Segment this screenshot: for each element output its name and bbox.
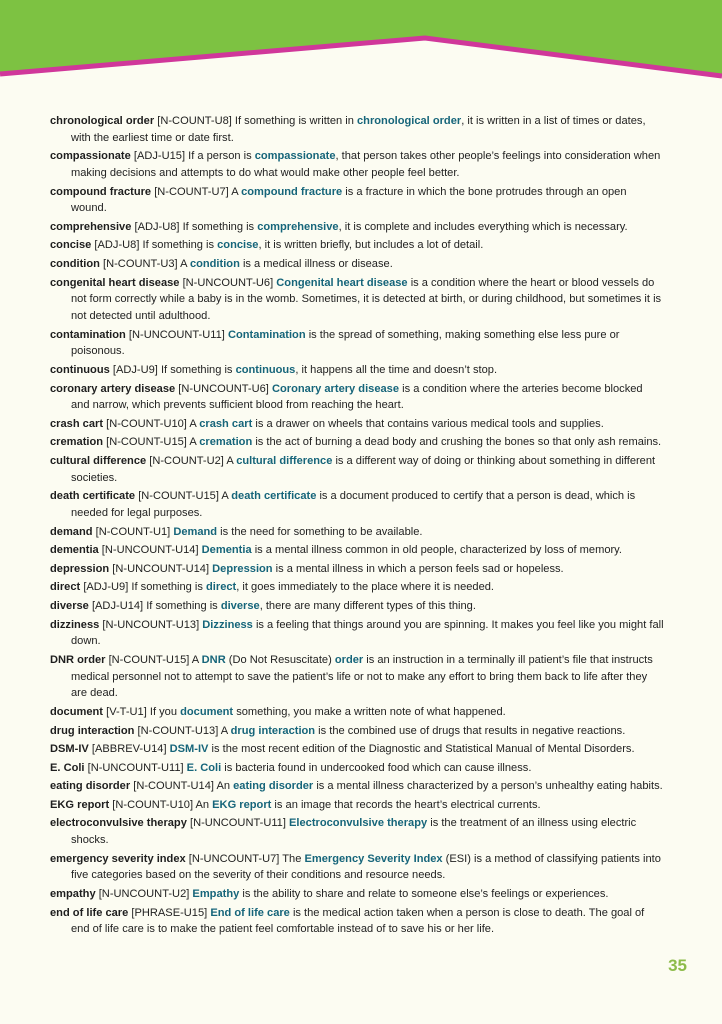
entry-highlight: comprehensive xyxy=(257,220,339,233)
entry-definition-text: If something is xyxy=(139,239,218,252)
glossary-entry xyxy=(50,778,664,795)
entry-term: EKG report xyxy=(50,798,110,811)
entry-tag: [N-COUNT-U1] xyxy=(95,525,171,538)
entry-highlight: End of life care xyxy=(210,906,290,919)
entry-definition-text: An xyxy=(193,798,213,811)
entry-definition-text: is a medical illness or disease. xyxy=(239,258,393,271)
entry-tag: [N-UNCOUNT-U11] xyxy=(128,328,225,341)
glossary-entry xyxy=(50,617,664,650)
entry-highlight: cultural difference xyxy=(236,455,333,468)
entry-term: drug interaction xyxy=(50,724,135,737)
entry-term: dementia xyxy=(50,544,99,557)
entry-definition-text: , it happens all the time and doesn’t stop. xyxy=(295,363,498,376)
entry-highlight: Dementia xyxy=(201,544,252,557)
entry-tag: [N-UNCOUNT-U2] xyxy=(98,888,190,901)
header-banner xyxy=(0,0,722,90)
entry-definition-text: is a mental illness characterized by a person’s unhealthy eating habits. xyxy=(313,780,663,793)
entry-definition-text: , that person takes other people’s feelings into consideration when making decisions and attempts to do what would make other people feel better. xyxy=(71,150,661,179)
entry-tag: [ADJ-U15] xyxy=(133,150,186,163)
entry-term: depression xyxy=(50,562,110,575)
glossary-entry xyxy=(50,524,664,541)
entry-definition-text: If a person is xyxy=(185,150,255,163)
entry-definition-text: A xyxy=(218,490,232,503)
entry-definition-text: is a different way of doing or thinking about something in different societies. xyxy=(71,455,656,484)
entry-definition-text: is a fracture in which the bone protrudes through an open wound. xyxy=(71,185,627,215)
glossary-entry xyxy=(50,148,664,181)
glossary-entry xyxy=(50,219,664,236)
entry-definition-text: A xyxy=(177,258,190,271)
entry-definition-text: A xyxy=(186,436,200,449)
entry-highlight: direct xyxy=(206,581,237,594)
entry-definition-text: is bacteria found in undercooked food which can cause illness. xyxy=(221,761,532,774)
entry-term: continuous xyxy=(50,363,110,376)
entry-highlight: cremation xyxy=(199,436,253,449)
entry-highlight: condition xyxy=(189,258,240,271)
entry-highlight: Dizziness xyxy=(202,618,253,631)
entry-term: emergency severity index xyxy=(50,852,186,865)
entry-highlight: document xyxy=(180,705,234,718)
glossary-entry xyxy=(50,797,664,814)
entry-highlight: compassionate xyxy=(254,150,336,163)
entry-tag: [ADJ-U9] xyxy=(83,581,129,594)
entry-highlight: drug interaction xyxy=(230,724,316,737)
entry-term: cremation xyxy=(50,436,104,449)
entry-tag: [N-UNCOUNT-U11] xyxy=(87,761,184,774)
entry-definition-text: is the combined use of drugs that results in negative reactions. xyxy=(315,724,626,737)
entry-highlight: crash cart xyxy=(199,417,253,430)
glossary-entry xyxy=(50,704,664,721)
entry-term: E. Coli xyxy=(50,761,85,774)
entry-tag: [ADJ-U9] xyxy=(112,363,158,376)
entry-term: chronological order xyxy=(50,115,155,127)
entry-definition-text: is the need for something to be available. xyxy=(217,525,423,538)
entry-term: direct xyxy=(50,581,81,594)
entry-highlight: eating disorder xyxy=(233,780,314,793)
entry-highlight: order xyxy=(334,653,364,666)
glossary-entry xyxy=(50,905,664,938)
entry-tag: [ADJ-U8] xyxy=(134,220,180,233)
entry-highlight: DSM-IV xyxy=(169,743,209,756)
entry-tag: [V-T-U1] xyxy=(106,705,147,718)
entry-highlight: chronological order xyxy=(357,115,462,127)
entry-highlight: Coronary artery disease xyxy=(271,382,400,395)
glossary-entry xyxy=(50,561,664,578)
entry-highlight: compound fracture xyxy=(241,185,343,198)
entry-definition-text: A xyxy=(189,653,202,666)
entry-term: death certificate xyxy=(50,490,136,503)
entry-tag: [N-COUNT-U10] xyxy=(112,798,194,811)
entry-highlight: Emergency Severity Index xyxy=(304,852,443,865)
entry-definition-text: is the spread of something, making something else less pure or poisonous. xyxy=(71,328,620,358)
glossary-entry xyxy=(50,327,664,360)
entry-term: DNR order xyxy=(50,653,106,666)
entry-highlight: Depression xyxy=(212,562,273,575)
glossary-entry xyxy=(50,760,664,777)
glossary-entry xyxy=(50,815,664,848)
entry-definition-text: is the medical action taken when a person is close to death. The goal of end of life care is to make the patient feel comfortable instead of to save his or her life. xyxy=(71,906,645,936)
entry-definition-text: is a condition where the arteries become blocked and narrow, which prevents sufficient blood from reaching the heart. xyxy=(71,382,643,412)
entry-tag: [N-COUNT-U13] xyxy=(137,724,219,737)
entry-definition-text: is an image that records the heart’s electrical currents. xyxy=(271,798,541,811)
glossary-entry xyxy=(50,237,664,254)
entry-term: compassionate xyxy=(50,150,131,163)
entry-tag: [N-UNCOUNT-U7] xyxy=(188,852,280,865)
entry-tag: [ADJ-U8] xyxy=(94,239,140,252)
entry-tag: [N-COUNT-U7] xyxy=(154,185,229,198)
entry-highlight: DNR xyxy=(201,653,226,666)
entry-definition-text: If something is xyxy=(157,363,236,376)
entry-tag: [ADJ-U14] xyxy=(91,600,144,613)
entry-definition-text: is the most recent edition of the Diagnostic and Statistical Manual of Mental Disorders. xyxy=(208,743,635,756)
entry-term: dizziness xyxy=(50,618,100,631)
glossary-list xyxy=(50,113,664,940)
entry-definition-text: something, you make a written note of what happened. xyxy=(233,705,506,718)
entry-highlight: continuous xyxy=(235,363,296,376)
entry-highlight: death certificate xyxy=(231,490,317,503)
glossary-entry xyxy=(50,488,664,521)
glossary-entry xyxy=(50,886,664,903)
entry-definition-text: , it is complete and includes everything which is necessary. xyxy=(338,220,628,233)
entry-definition-text: A xyxy=(223,455,237,468)
entry-tag: [N-COUNT-U15] xyxy=(106,436,187,449)
entry-term: empathy xyxy=(50,888,96,901)
entry-term: comprehensive xyxy=(50,220,132,233)
glossary-entry xyxy=(50,723,664,740)
entry-highlight: Electroconvulsive therapy xyxy=(289,817,428,830)
entry-highlight: concise xyxy=(217,239,259,252)
entry-term: contamination xyxy=(50,328,126,341)
entry-definition-text: If something is xyxy=(179,220,258,233)
entry-highlight: Contamination xyxy=(227,328,306,341)
glossary-entry xyxy=(50,381,664,414)
entry-highlight: Congenital heart disease xyxy=(276,276,408,289)
entry-tag: [N-UNCOUNT-U13] xyxy=(102,618,200,631)
glossary-entry xyxy=(50,542,664,559)
glossary-entry xyxy=(50,598,664,615)
entry-tag: [N-UNCOUNT-U14] xyxy=(112,562,210,575)
entry-definition-text: is the treatment of an illness using electric shocks. xyxy=(71,817,637,847)
entry-tag: [N-COUNT-U15] xyxy=(138,490,219,503)
entry-definition-text: (ESI) is a method of classifying patients into five categories based on the severity of their conditions and resource needs. xyxy=(71,852,661,882)
entry-tag: [N-COUNT-U10] xyxy=(106,417,187,430)
entry-term: end of life care xyxy=(50,906,129,919)
glossary-entry xyxy=(50,579,664,596)
entry-term: compound fracture xyxy=(50,185,152,198)
glossary-entry xyxy=(50,851,664,884)
entry-definition-text: is an instruction in a terminally ill patient’s file that instructs medical personnel not to attempt to save the patient’s life or not to make any effort to bring them back to life after they are dead. xyxy=(71,653,653,700)
entry-definition-text: If something is written in xyxy=(231,115,358,127)
entry-tag: [N-UNCOUNT-U14] xyxy=(101,544,199,557)
entry-tag: [N-COUNT-U15] xyxy=(108,653,190,666)
entry-term: congenital heart disease xyxy=(50,276,180,289)
entry-definition-text: The xyxy=(279,852,305,865)
entry-definition-text: , it goes immediately to the place where it is needed. xyxy=(236,581,494,594)
entry-term: crash cart xyxy=(50,417,104,430)
entry-definition-text: , it is written in a list of times or dates, with the earliest time or date first. xyxy=(71,115,646,144)
entry-term: electroconvulsive therapy xyxy=(50,817,187,830)
entry-definition-text: A xyxy=(228,185,242,198)
entry-tag: [N-UNCOUNT-U6] xyxy=(178,382,269,395)
entry-tag: [N-COUNT-U14] xyxy=(133,780,214,793)
entry-term: document xyxy=(50,705,104,718)
glossary-entry xyxy=(50,453,664,486)
entry-definition-text: A xyxy=(186,417,200,430)
entry-definition-text: is a document produced to certify that a person is dead, which is needed for legal purposes. xyxy=(71,490,636,520)
entry-definition-text: is a drawer on wheels that contains various medical tools and supplies. xyxy=(252,417,604,430)
entry-highlight: Demand xyxy=(173,525,218,538)
entry-tag: [PHRASE-U15] xyxy=(131,906,208,919)
entry-tag: [N-UNCOUNT-U11] xyxy=(189,817,286,830)
entry-definition-text: , it is written briefly, but includes a lot of detail. xyxy=(258,239,484,252)
page-number: 35 xyxy=(668,956,687,975)
entry-definition-text: , there are many different types of this thing. xyxy=(259,600,476,613)
glossary-entry xyxy=(50,434,664,451)
entry-term: demand xyxy=(50,525,93,538)
glossary-entry xyxy=(50,275,664,325)
entry-tag: [N-UNCOUNT-U6] xyxy=(182,276,274,289)
entry-term: DSM-IV xyxy=(50,743,89,756)
entry-definition-text: is the ability to share and relate to someone else’s feelings or experiences. xyxy=(239,888,609,901)
entry-tag: [ABBREV-U14] xyxy=(91,743,167,756)
glossary-entry xyxy=(50,416,664,433)
entry-definition-text: is a feeling that things around you are spinning. It makes you feel like you might fall down. xyxy=(71,618,664,648)
entry-tag: [N-COUNT-U8] xyxy=(157,115,232,127)
entry-definition-text: An xyxy=(213,780,234,793)
glossary-entry xyxy=(50,184,664,217)
entry-term: coronary artery disease xyxy=(50,382,176,395)
entry-term: concise xyxy=(50,239,92,252)
entry-highlight: diverse xyxy=(220,600,260,613)
entry-highlight: Empathy xyxy=(192,888,240,901)
entry-definition-text: is the act of burning a dead body and crushing the bones so that only ash remains. xyxy=(252,436,662,449)
glossary-entry xyxy=(50,362,664,379)
glossary-entry xyxy=(50,256,664,273)
entry-definition-text: If you xyxy=(146,705,181,718)
entry-definition-text: If something is xyxy=(143,600,221,613)
glossary-entry xyxy=(50,741,664,758)
entry-term: condition xyxy=(50,258,100,271)
entry-definition-text: is a mental illness in which a person feels sad or hopeless. xyxy=(272,562,564,575)
entry-term: diverse xyxy=(50,600,89,613)
entry-tag: [N-COUNT-U3] xyxy=(103,258,178,271)
entry-highlight: EKG report xyxy=(212,798,272,811)
entry-definition-text: A xyxy=(218,724,231,737)
entry-tag: [N-COUNT-U2] xyxy=(149,455,224,468)
entry-term: cultural difference xyxy=(50,455,147,468)
entry-term: eating disorder xyxy=(50,780,131,793)
glossary-entry xyxy=(50,652,664,702)
entry-definition-text: If something is xyxy=(128,581,207,594)
entry-definition-text: (Do Not Resuscitate) xyxy=(225,653,335,666)
glossary-entry xyxy=(50,113,664,146)
entry-definition-text: is a condition where the heart or blood vessels do not form correctly while a baby is in the womb. Sometimes, it is detected at birth, or during childhood, but sometimes it is not detected until adulthood. xyxy=(71,276,662,323)
entry-highlight: E. Coli xyxy=(186,761,222,774)
entry-definition-text: is a mental illness common in old people, characterized by loss of memory. xyxy=(251,544,622,557)
